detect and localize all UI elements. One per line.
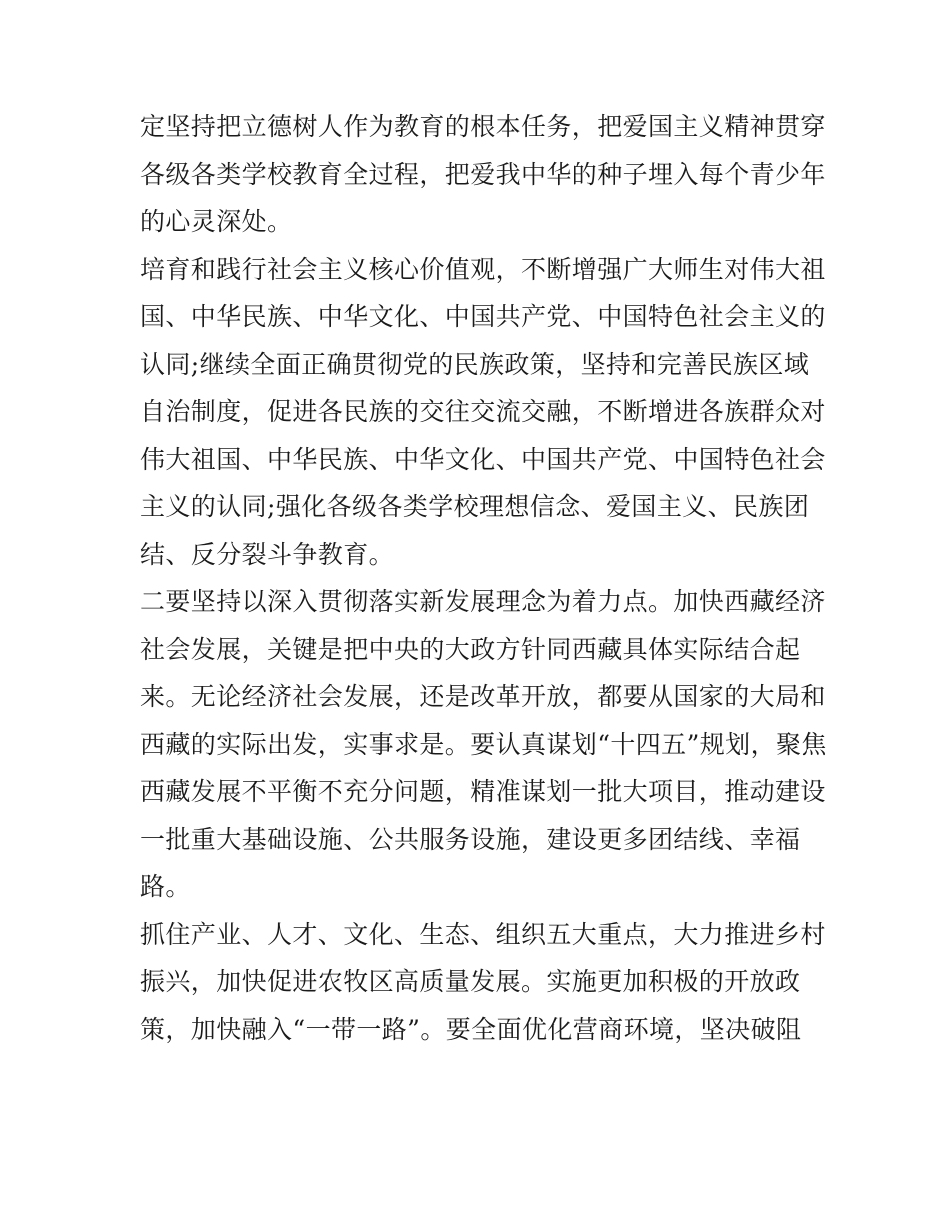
text-line: 策，加快融入“一带一路”。要全面优化营商环境，坚决破阻 [140, 1014, 802, 1044]
text-line: 社会发展，关键是把中央的大政方针同西藏具体实际结合起 [140, 634, 801, 664]
text-line: 路。 [140, 872, 191, 901]
text-line: 来。无论经济社会发展，还是改革开放，都要从国家的大局和 [140, 682, 826, 711]
text-line: 结、反分裂斗争教育。 [140, 539, 395, 569]
text-line: 认同;继续全面正确贯彻党的民族政策，坚持和完善民族区域 [140, 349, 810, 379]
text-line: 国、中华民族、中华文化、中国共产党、中国特色社会主义的 [140, 302, 826, 331]
text-line: 各级各类学校教育全过程，把爱我中华的种子埋入每个青少年 [140, 159, 826, 189]
text-line: 一批重大基础设施、公共服务设施，建设更多团结线、幸福 [140, 824, 801, 854]
text-line: 伟大祖国、中华民族、中华文化、中国共产党、中国特色社会 [140, 444, 826, 474]
text-line: 西藏的实际出发，实事求是。要认真谋划“十四五”规划，聚焦 [140, 729, 827, 759]
text-line: 自治制度，促进各民族的交往交流交融，不断增进各族群众对 [140, 397, 826, 426]
text-line: 主义的认同;强化各级各类学校理想信念、爱国主义、民族团 [140, 492, 810, 521]
text-line: 抓住产业、人才、文化、生态、组织五大重点，大力推进乡村 [140, 919, 826, 949]
text-line: 西藏发展不平衡不充分问题，精准谋划一批大项目，推动建设 [140, 777, 826, 806]
text-line: 二要坚持以深入贯彻落实新发展理念为着力点。加快西藏经济 [140, 587, 826, 616]
text-line: 定坚持把立德树人作为教育的根本任务，把爱国主义精神贯穿 [140, 112, 826, 141]
text-line: 的心灵深处。 [140, 207, 293, 236]
text-line: 培育和践行社会主义核心价值观，不断增强广大师生对伟大祖 [140, 254, 826, 284]
text-line: 振兴，加快促进农牧区高质量发展。实施更加积极的开放政 [140, 967, 801, 996]
document-body-text [140, 103, 827, 1053]
